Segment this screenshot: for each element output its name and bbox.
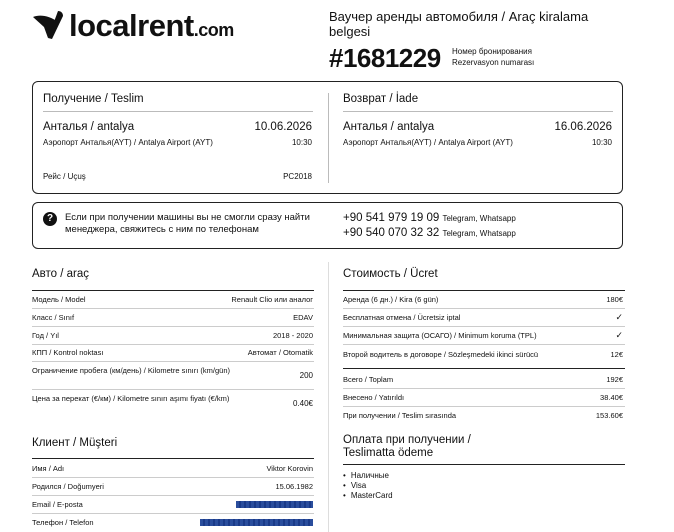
pickup-heading: Получение / Teslim [43,93,144,105]
customer-name-label: Имя / Adı [32,464,65,473]
pickup-heading-rule [43,111,313,112]
cost-cancel-label: Бесплатная отмена / Ücretsiz iptal [343,313,461,322]
flight-number: PC2018 [283,172,312,181]
customer-phone-label: Телефон / Telefon [32,518,94,527]
car-model-value: Renault Clio или аналог [231,295,313,304]
car-title: Авто / araç [32,268,90,280]
pickup-city: Анталья / antalya [43,121,135,133]
car-mileage-value: 200 [299,371,313,380]
cost-total-label: Всего / Toplam [343,375,394,384]
row-rule [32,344,314,345]
cost-title: Стоимость / Ücret [343,268,438,280]
row-rule [32,308,314,309]
localrent-logo [30,6,234,44]
booking-number-caption: Номер бронирования Rezervasyon numarası [452,47,535,67]
customer-title: Клиент / Müşteri [32,437,118,449]
customer-birth-value: 15.06.1982 [275,482,313,491]
row-rule [32,326,314,327]
check-icon: ✓ [615,312,623,322]
cost-paid-value: 38.40€ [600,393,623,402]
cost-rent-value: 180€ [606,295,623,304]
customer-email-redacted [236,501,313,508]
pickup-location: Аэропорт Анталья(AYT) / Antalya Airport (AYT) [43,138,213,147]
cost-rent-label: Аренда (6 дн.) / Kira (6 gün) [343,295,439,304]
car-year-value: 2018 - 2020 [272,331,313,340]
pickup-date: 10.06.2026 [254,121,312,133]
customer-title-rule [32,458,314,459]
row-rule [343,388,625,389]
cost-driver-value: 12€ [610,350,623,359]
car-year-label: Год / Yıl [32,331,59,340]
voucher-title: Ваучер аренды автомобиля / Araç kiralama belgesi [329,9,589,39]
row-rule [32,477,314,478]
row-rule [32,389,314,390]
payment-method-cash: • Наличные [343,471,393,481]
car-model-label: Модель / Model [32,295,86,304]
map-pin-logo-icon [30,8,66,42]
row-rule [343,308,625,309]
row-rule [343,344,625,345]
phone-2[interactable]: +90 540 070 32 32 Telegram, Whatsapp [343,227,516,239]
booking-number: #1681229 [329,43,441,73]
phone-1[interactable]: +90 541 979 19 09 Telegram, Whatsapp [343,212,516,224]
payment-methods-list [343,471,393,501]
cost-paid-label: Внесено / Yatırıldı [343,393,405,402]
car-title-rule [32,290,314,291]
payment-method-visa: • Visa [343,481,393,491]
row-rule [343,406,625,407]
car-mileage-label: Ограничение пробега (км/день) / Kilometre sınırı (km/gün) [32,366,230,375]
cost-subtotal-rule [343,368,625,369]
customer-birth-label: Родился / Doğumyeri [32,482,104,491]
column-divider [328,262,329,532]
flight-label: Рейс / Uçuş [43,172,86,181]
payment-title-rule [343,464,625,465]
row-rule [32,513,314,514]
return-heading-rule [343,111,613,112]
row-rule [32,495,314,496]
return-time: 10:30 [591,138,612,147]
return-city: Анталья / antalya [343,121,435,133]
customer-email-label: Email / E-posta [32,500,83,509]
help-text: Если при получении машины вы не смогли сразу найти менеджера, свяжитесь с ним по телефонам [65,212,310,235]
payment-method-mastercard: • MasterCard [343,491,393,501]
car-gearbox-value: Автомат / Otomatik [247,348,313,357]
pickup-time: 10:30 [291,138,312,147]
row-rule [32,361,314,362]
car-class-value: EDAV [293,313,313,322]
cost-insurance-label: Минимальная защита (ОСАГО) / Minimum koruma (TPL) [343,331,537,340]
return-heading: Возврат / İade [343,93,419,105]
cost-title-rule [343,290,625,291]
customer-name-value: Viktor Korovin [266,464,313,473]
payment-title: Оплата при получении / Teslimatta ödeme [343,434,471,459]
check-icon: ✓ [615,330,623,340]
cost-due-value: 153.60€ [595,411,623,420]
cost-driver-label: Второй водитель в договоре / Sözleşmedeki ikinci sürücü [343,350,539,359]
row-rule [343,326,625,327]
car-gearbox-label: КПП / Kontrol noktası [32,348,104,357]
logo-text: localrent.com [69,7,234,43]
return-location: Аэропорт Анталья(AYT) / Antalya Airport (AYT) [343,138,513,147]
car-overage-label: Цена за перекат (€/км) / Kilometre sınırı aşımı fiyatı (€/km) [32,394,230,403]
car-class-label: Класс / Sınıf [32,313,75,322]
customer-phone-redacted [200,519,313,526]
return-date: 16.06.2026 [554,121,612,133]
cost-total-value: 192€ [606,375,623,384]
card-divider [328,93,329,183]
car-overage-value: 0.40€ [292,399,313,408]
question-icon: ? [43,212,57,226]
cost-due-label: При получении / Teslim sırasında [343,411,457,420]
